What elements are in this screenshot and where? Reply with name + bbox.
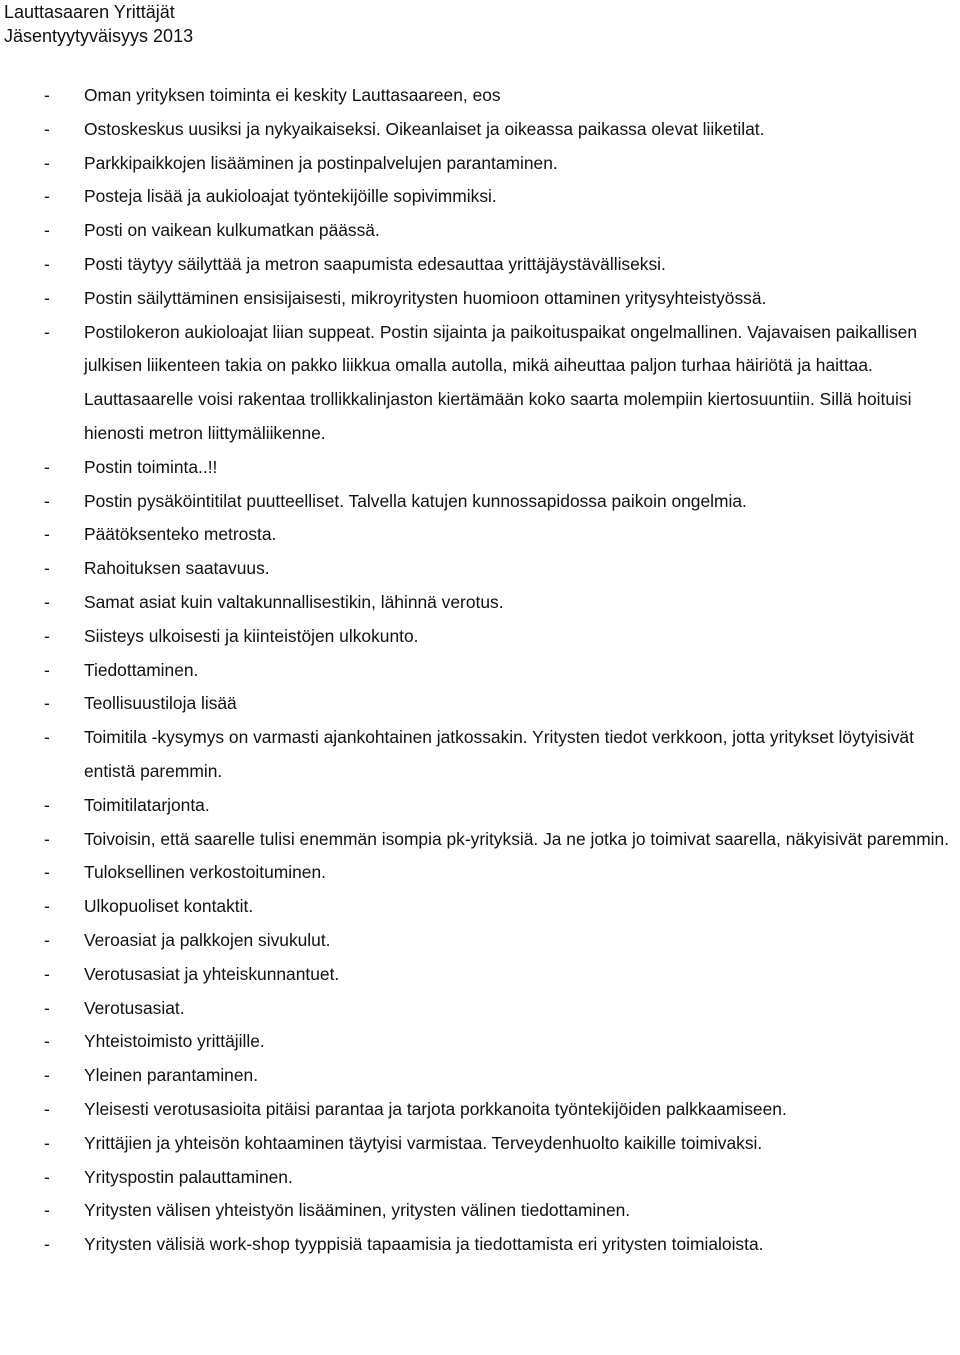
- bullet-dash: -: [44, 727, 50, 748]
- list-item: [0, 147, 960, 181]
- list-item-text: Posti on vaikean kulkumatkan päässä.: [84, 220, 380, 241]
- bullet-dash: -: [44, 85, 50, 105]
- list-item-text: Postin toiminta..!!: [84, 456, 218, 477]
- bullet-dash: -: [44, 490, 50, 511]
- list-item: [0, 721, 960, 789]
- list-item-text: Siisteys ulkoisesti ja kiinteistöjen ulkokunto.: [84, 625, 419, 646]
- bullet-dash: -: [44, 220, 50, 241]
- list-item: [0, 518, 960, 552]
- list-item: [0, 1025, 960, 1059]
- list-item-text: Veroasiat ja palkkojen sivukulut.: [84, 929, 331, 950]
- bullet-dash: -: [44, 625, 50, 646]
- bullet-dash: -: [44, 118, 50, 139]
- list-item: [0, 992, 960, 1026]
- list-item-text: Parkkipaikkojen lisääminen ja postinpalvelujen parantaminen.: [84, 152, 558, 173]
- bullet-dash: -: [44, 862, 50, 883]
- response-list: [0, 79, 960, 1262]
- list-item-text: Tiedottaminen.: [84, 659, 199, 680]
- organization-title: Lauttasaaren Yrittäjät: [4, 2, 175, 22]
- bullet-dash: -: [44, 558, 50, 579]
- bullet-dash: -: [44, 186, 50, 207]
- list-item-text: Postin pysäköintitilat puutteelliset. Talvella katujen kunnossapidossa paikoin ongelmia.: [84, 490, 747, 511]
- bullet-dash: -: [44, 287, 50, 308]
- bullet-dash: -: [44, 1098, 50, 1119]
- list-item: [0, 620, 960, 654]
- list-item-text: Samat asiat kuin valtakunnallisestikin, lähinnä verotus.: [84, 591, 504, 612]
- bullet-dash: -: [44, 693, 50, 714]
- list-item-text: Toimitila -kysymys on varmasti ajankohtainen jatkossakin. Yritysten tiedot verkkoon, jotta yritykset löytyisivät entistä paremmin.: [84, 727, 914, 781]
- list-item: [0, 485, 960, 519]
- list-item: [0, 1093, 960, 1127]
- list-item-text: Päätöksenteko metrosta.: [84, 524, 277, 545]
- list-item-text: Posti täytyy säilyttää ja metron saapumista edesauttaa yrittäjäystävälliseksi.: [84, 253, 666, 274]
- bullet-dash: -: [44, 828, 50, 849]
- bullet-dash: -: [44, 997, 50, 1018]
- list-item: [0, 586, 960, 620]
- list-item-text: Yleinen parantaminen.: [84, 1065, 259, 1086]
- list-item-text: Tuloksellinen verkostoituminen.: [84, 862, 326, 883]
- list-item: [0, 823, 960, 857]
- bullet-dash: -: [44, 253, 50, 274]
- list-item-text: Yritysten välisiä work-shop tyyppisiä tapaamisia ja tiedottamista eri yritysten toimialoista.: [84, 1234, 764, 1255]
- list-item: [0, 687, 960, 721]
- list-item: [0, 654, 960, 688]
- list-item-text: Yleisesti verotusasioita pitäisi parantaa ja tarjota porkkanoita työntekijöiden palkkaamiseen.: [84, 1098, 787, 1119]
- bullet-dash: -: [44, 321, 50, 342]
- list-item: [0, 1194, 960, 1228]
- bullet-dash: -: [44, 1132, 50, 1153]
- bullet-dash: -: [44, 1200, 50, 1221]
- bullet-dash: -: [44, 524, 50, 545]
- bullet-dash: -: [44, 1166, 50, 1187]
- bullet-dash: -: [44, 963, 50, 984]
- list-item-text: Yritysten välisen yhteistyön lisääminen, yritysten välinen tiedottaminen.: [84, 1200, 631, 1221]
- list-item: [0, 316, 960, 451]
- list-item: [0, 1161, 960, 1195]
- list-item: [0, 214, 960, 248]
- list-item: [0, 180, 960, 214]
- list-item: [0, 1127, 960, 1161]
- list-item-text: Teollisuustiloja lisää: [84, 693, 237, 714]
- list-item-text: Toivoisin, että saarelle tulisi enemmän isompia pk-yrityksiä. Ja ne jotka jo toimivat saarella, näkyisivät paremmin.: [84, 828, 950, 849]
- list-item: [0, 248, 960, 282]
- bullet-dash: -: [44, 896, 50, 917]
- list-item: [0, 958, 960, 992]
- bullet-dash: -: [44, 152, 50, 173]
- list-item: [0, 552, 960, 586]
- list-item: [0, 79, 960, 113]
- bullet-dash: -: [44, 659, 50, 680]
- list-item: [0, 1228, 960, 1262]
- list-item-text: Verotusasiat ja yhteiskunnantuet.: [84, 963, 340, 984]
- list-item-text: Verotusasiat.: [84, 997, 185, 1018]
- list-item-text: Ostoskeskus uusiksi ja nykyaikaiseksi. Oikeanlaiset ja oikeassa paikassa olevat liiketilat.: [84, 118, 765, 139]
- list-item-text: Yhteistoimisto yrittäjille.: [84, 1031, 265, 1052]
- bullet-dash: -: [44, 794, 50, 815]
- list-item-text: Postilokeron aukioloajat liian suppeat. Postin sijainta ja paikoituspaikat ongelmallinen. Vajavaisen paikallisen julkisen liikenteen takia on pakko liikkua omalla autolla, mikä aiheuttaa paljon turhaa häiriötä ja haittaa. Lauttasaarelle voisi rakentaa trollikkalinjaston kiertämään koko saarta molempiin kiertosuuntiin. Sillä hoituisi hienosti metron liittymäliikenne.: [84, 321, 918, 443]
- survey-title: Jäsentyytyväisyys 2013: [4, 26, 194, 46]
- list-item: [0, 282, 960, 316]
- list-item: [0, 789, 960, 823]
- list-item-text: Oman yrityksen toiminta ei keskity Lauttasaareen, eos: [84, 85, 501, 105]
- list-item: [0, 856, 960, 890]
- list-item-text: Yrittäjien ja yhteisön kohtaaminen täytyisi varmistaa. Terveydenhuolto kaikille toimivaksi.: [84, 1132, 763, 1153]
- list-item-text: Ulkopuoliset kontaktit.: [84, 896, 254, 917]
- list-item-text: Rahoituksen saatavuus.: [84, 558, 270, 579]
- list-item: [0, 113, 960, 147]
- document-header: [4, 0, 193, 48]
- list-item-text: Toimitilatarjonta.: [84, 794, 210, 815]
- bullet-dash: -: [44, 456, 50, 477]
- list-item: [0, 1059, 960, 1093]
- bullet-dash: -: [44, 1065, 50, 1086]
- list-item-text: Postin säilyttäminen ensisijaisesti, mikroyritysten huomioon ottaminen yritysyhteistyössä.: [84, 287, 767, 308]
- bullet-dash: -: [44, 591, 50, 612]
- list-item: [0, 890, 960, 924]
- list-item-text: Yrityspostin palauttaminen.: [84, 1166, 293, 1187]
- bullet-dash: -: [44, 1234, 50, 1255]
- bullet-dash: -: [44, 929, 50, 950]
- list-item: [0, 924, 960, 958]
- list-item-text: Posteja lisää ja aukioloajat työntekijöille sopivimmiksi.: [84, 186, 497, 207]
- bullet-dash: -: [44, 1031, 50, 1052]
- list-item: [0, 451, 960, 485]
